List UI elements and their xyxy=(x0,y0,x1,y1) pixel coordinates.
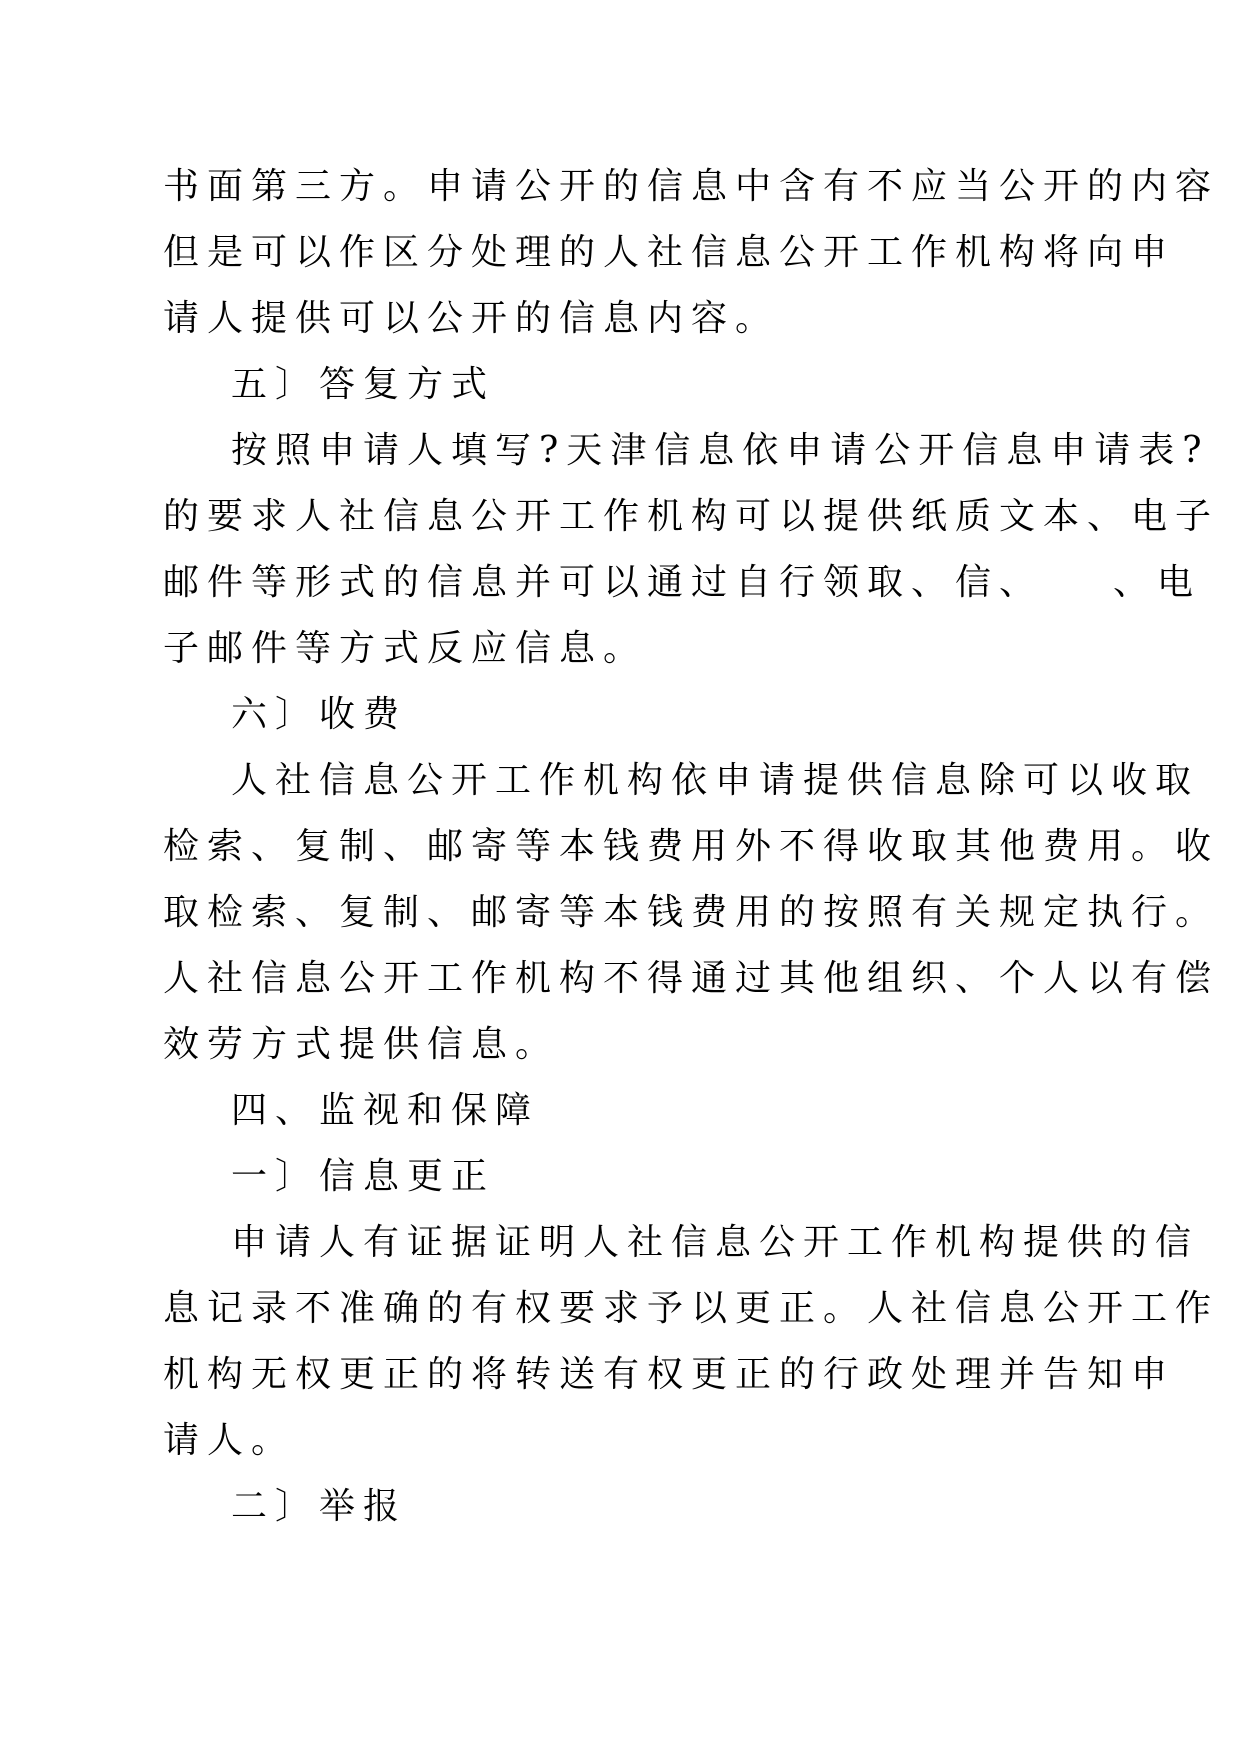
body-text-line: 按照申请人填写?天津信息依申请公开信息申请表? xyxy=(231,430,1210,471)
body-text-line: 但是可以作区分处理的人社信息公开工作机构将向申 xyxy=(163,232,1176,273)
body-text-line: 子邮件等方式反应信息。 xyxy=(163,628,648,669)
body-text-line: 申请人有证据证明人社信息公开工作机构提供的信 xyxy=(231,1222,1200,1263)
body-text-line: 邮件等形式的信息并可以通过自行领取、信、 、电 xyxy=(163,562,1202,603)
body-text-line: 的要求人社信息公开工作机构可以提供纸质文本、电子 xyxy=(163,496,1220,537)
body-text-line: 机构无权更正的将转送有权更正的行政处理并告知申 xyxy=(163,1354,1176,1395)
body-text-line: 取检索、复制、邮寄等本钱费用的按照有关规定执行。 xyxy=(163,892,1220,933)
body-text-line: 请人。 xyxy=(163,1420,296,1461)
body-text-line: 息记录不准确的有权要求予以更正。人社信息公开工作 xyxy=(163,1288,1220,1329)
body-text-line: 书面第三方。申请公开的信息中含有不应当公开的内容 xyxy=(163,166,1220,207)
section-heading: 四、监视和保障 xyxy=(231,1090,540,1131)
body-text-line: 人社信息公开工作机构依申请提供信息除可以收取 xyxy=(231,760,1200,801)
body-text-line: 检索、复制、邮寄等本钱费用外不得收取其他费用。收 xyxy=(163,826,1220,867)
section-heading: 五〕答复方式 xyxy=(231,364,496,405)
section-heading: 二〕举报 xyxy=(231,1486,408,1527)
section-heading: 一〕信息更正 xyxy=(231,1156,496,1197)
body-text-line: 效劳方式提供信息。 xyxy=(163,1024,560,1065)
body-text-line: 人社信息公开工作机构不得通过其他组织、个人以有偿 xyxy=(163,958,1220,999)
body-text-line: 请人提供可以公开的信息内容。 xyxy=(163,298,780,339)
section-heading: 六〕收费 xyxy=(231,694,408,735)
